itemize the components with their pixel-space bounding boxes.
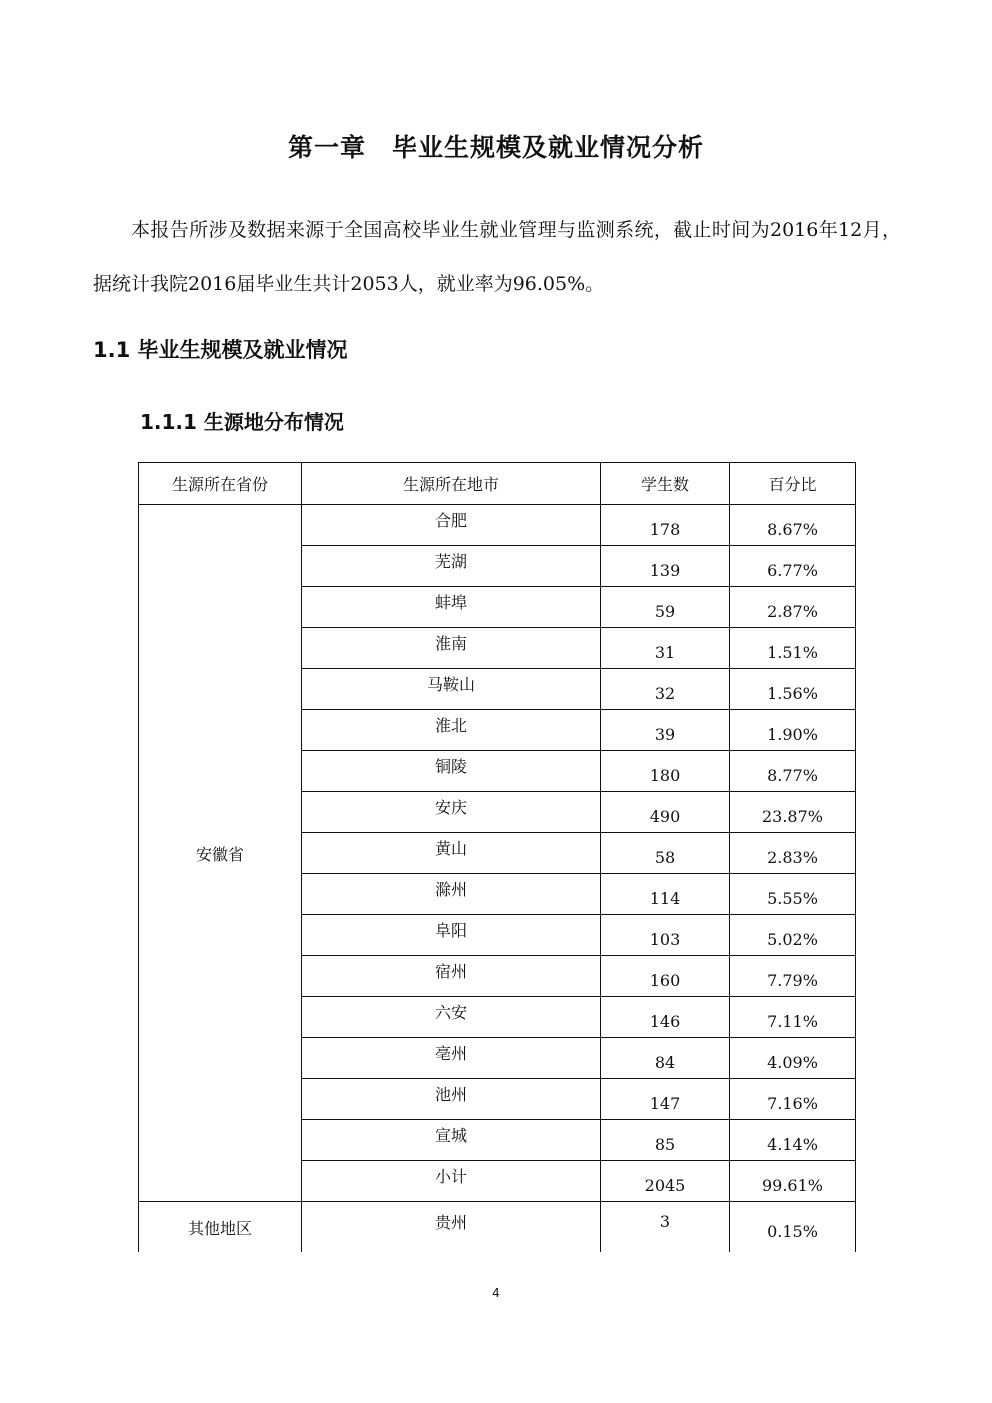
header-city: 生源所在地市 xyxy=(302,463,601,505)
table-header-row xyxy=(139,463,856,505)
percent-cell: 23.87% xyxy=(761,806,823,826)
city-cell: 马鞍山 xyxy=(426,674,475,694)
percent-cell: 1.56% xyxy=(767,683,818,703)
percent-cell: 8.67% xyxy=(767,519,818,539)
section-heading-1-1-1: 1.1.1 生源地分布情况 xyxy=(140,410,344,434)
city-cell: 蚌埠 xyxy=(434,592,467,612)
section-heading-1-1: 1.1 毕业生规模及就业情况 xyxy=(93,338,348,362)
chapter-title: 第一章 毕业生规模及就业情况分析 xyxy=(287,133,704,162)
percent-cell: 8.77% xyxy=(767,765,818,785)
count-cell: 32 xyxy=(654,683,676,703)
header-province: 生源所在省份 xyxy=(139,463,302,505)
percent-cell: 4.14% xyxy=(767,1134,818,1154)
table-row xyxy=(139,1202,856,1253)
percent-cell: 1.51% xyxy=(767,642,818,662)
city-cell: 池州 xyxy=(434,1084,467,1104)
count-cell: 58 xyxy=(654,847,676,867)
city-cell: 宿州 xyxy=(434,961,467,981)
city-cell: 铜陵 xyxy=(434,756,467,776)
student-origin-table xyxy=(138,462,856,1252)
city-cell: 安庆 xyxy=(434,797,467,817)
count-cell: 146 xyxy=(649,1011,681,1031)
percent-cell: 6.77% xyxy=(767,560,818,580)
percent-cell: 7.79% xyxy=(767,970,818,990)
subtotal-count: 2045 xyxy=(644,1175,686,1195)
percent-cell: 2.83% xyxy=(767,847,818,867)
city-cell: 滁州 xyxy=(434,879,467,899)
province-cell-other: 其他地区 xyxy=(139,1202,302,1253)
intro-paragraph: 本报告所涉及数据来源于全国高校毕业生就业管理与监测系统，截止时间为2016年12月，据统计我院2016届毕业生共计2053人，就业率为96.05%。 xyxy=(93,219,901,295)
subtotal-percent: 99.61% xyxy=(761,1175,823,1195)
city-cell: 芜湖 xyxy=(434,551,467,571)
table-row xyxy=(139,505,856,546)
count-cell: 103 xyxy=(649,929,681,949)
percent-cell: 0.15% xyxy=(767,1221,818,1241)
count-cell: 85 xyxy=(654,1134,676,1154)
subtotal-label: 小计 xyxy=(434,1166,467,1186)
count-cell: 180 xyxy=(649,765,681,785)
count-cell: 178 xyxy=(649,519,681,539)
count-cell: 84 xyxy=(654,1052,676,1072)
count-cell: 490 xyxy=(649,806,681,826)
city-cell: 贵州 xyxy=(434,1212,467,1232)
city-cell: 六安 xyxy=(434,1002,467,1022)
city-cell: 淮北 xyxy=(434,715,467,735)
percent-cell: 4.09% xyxy=(767,1052,818,1072)
percent-cell: 1.90% xyxy=(767,724,818,744)
count-cell: 3 xyxy=(659,1211,671,1231)
city-cell: 合肥 xyxy=(434,510,467,530)
header-count: 学生数 xyxy=(601,463,730,505)
percent-cell: 2.87% xyxy=(767,601,818,621)
header-percent: 百分比 xyxy=(730,463,856,505)
city-cell: 宣城 xyxy=(434,1125,467,1145)
page-number: 4 xyxy=(492,1286,500,1300)
city-cell: 淮南 xyxy=(434,633,467,653)
count-cell: 147 xyxy=(649,1093,681,1113)
city-cell: 阜阳 xyxy=(434,920,467,940)
count-cell: 39 xyxy=(654,724,676,744)
count-cell: 114 xyxy=(649,888,681,908)
percent-cell: 5.55% xyxy=(767,888,818,908)
count-cell: 139 xyxy=(649,560,681,580)
city-cell: 亳州 xyxy=(434,1043,467,1063)
count-cell: 59 xyxy=(654,601,676,621)
percent-cell: 7.16% xyxy=(767,1093,818,1113)
percent-cell: 7.11% xyxy=(767,1011,818,1031)
province-cell-anhui: 安徽省 xyxy=(139,505,302,1202)
count-cell: 31 xyxy=(654,642,676,662)
count-cell: 160 xyxy=(649,970,681,990)
percent-cell: 5.02% xyxy=(767,929,818,949)
city-cell: 黄山 xyxy=(434,838,467,858)
